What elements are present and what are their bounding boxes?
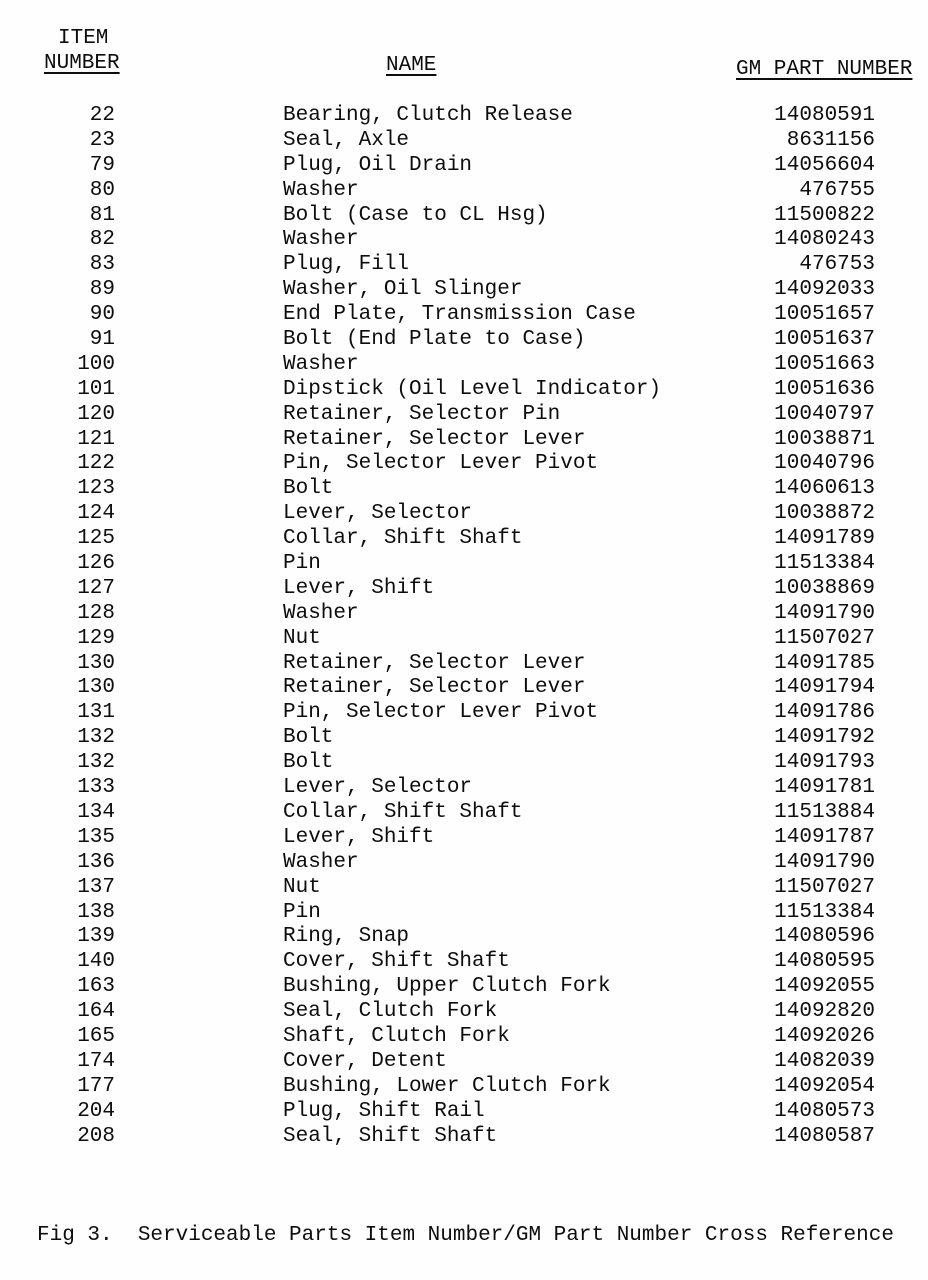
gm-part-number-cell: 14056604	[774, 153, 875, 177]
part-name-cell: Bolt (End Plate to Case)	[283, 328, 586, 352]
item-number-cell: 101	[77, 377, 115, 401]
gm-part-number-cell: 14080595	[774, 950, 875, 974]
item-number-cell: 174	[77, 1049, 115, 1073]
item-number-cell: 22	[89, 104, 115, 127]
item-number-cell: 139	[77, 925, 115, 949]
item-number-cell: 100	[77, 352, 115, 376]
gm-part-number-cell: 11513384	[774, 900, 875, 924]
item-number-cell: 80	[89, 178, 115, 202]
item-number-cell: 130	[77, 676, 115, 700]
item-number-cell: 137	[77, 875, 115, 899]
part-name-cell: Washer	[283, 178, 359, 202]
item-number-cell: 127	[77, 576, 115, 600]
gm-part-number-cell: 10040796	[774, 452, 875, 476]
table-row	[0, 1025, 928, 1050]
gm-part-number-cell: 14091781	[774, 776, 875, 800]
part-name-cell: Nut	[283, 626, 321, 650]
gm-part-number-cell: 10040797	[774, 402, 875, 426]
gm-part-number-cell: 10038871	[774, 427, 875, 451]
part-name-cell: Plug, Shift Rail	[283, 1099, 485, 1123]
item-number-cell: 129	[77, 626, 115, 650]
table-row	[0, 428, 928, 453]
gm-part-number-cell: 14092054	[774, 1074, 875, 1098]
part-name-cell: Nut	[283, 875, 321, 899]
table-row	[0, 477, 928, 502]
table-row	[0, 676, 928, 701]
item-number-cell: 126	[77, 552, 115, 576]
part-name-cell: Pin, Selector Lever Pivot	[283, 701, 599, 725]
part-name-cell: Collar, Shift Shaft	[283, 527, 523, 551]
table-row	[0, 627, 928, 652]
part-name-cell: Washer	[283, 228, 359, 252]
table-row	[0, 975, 928, 1000]
gm-part-number-cell: 476755	[799, 178, 875, 202]
gm-part-number-cell: 11513884	[774, 800, 875, 824]
item-number-cell: 79	[89, 153, 115, 177]
parts-table	[0, 104, 928, 1149]
gm-part-number-cell: 8631156	[786, 128, 875, 152]
item-number-cell: 132	[77, 751, 115, 775]
table-row	[0, 801, 928, 826]
part-name-cell: Bolt	[283, 751, 334, 775]
table-row	[0, 776, 928, 801]
table-row	[0, 228, 928, 253]
gm-part-number-cell: 14091790	[774, 601, 875, 625]
gm-part-number-cell: 10051663	[774, 352, 875, 376]
item-number-cell: 120	[77, 402, 115, 426]
part-name-cell: Lever, Shift	[283, 825, 435, 849]
gm-part-number-cell: 14092033	[774, 278, 875, 302]
part-name-cell: Plug, Oil Drain	[283, 153, 473, 177]
part-name-cell: Cover, Detent	[283, 1049, 447, 1073]
table-row	[0, 652, 928, 677]
table-row	[0, 278, 928, 303]
gm-part-number-cell: 10038872	[774, 502, 875, 526]
table-row	[0, 452, 928, 477]
part-name-cell: Lever, Shift	[283, 576, 435, 600]
gm-part-number-cell: 14080591	[774, 104, 875, 127]
gm-part-number-cell: 14091789	[774, 527, 875, 551]
gm-part-number-cell: 14080243	[774, 228, 875, 252]
item-number-cell: 123	[77, 477, 115, 501]
part-name-cell: Lever, Selector	[283, 502, 473, 526]
table-row	[0, 925, 928, 950]
table-row	[0, 303, 928, 328]
item-number-cell: 128	[77, 601, 115, 625]
gm-part-number-cell: 14082039	[774, 1049, 875, 1073]
table-row	[0, 502, 928, 527]
table-row	[0, 876, 928, 901]
part-name-cell: Pin, Selector Lever Pivot	[283, 452, 599, 476]
item-number-cell: 165	[77, 1024, 115, 1048]
item-number-cell: 131	[77, 701, 115, 725]
table-row	[0, 204, 928, 229]
part-name-cell: Retainer, Selector Pin	[283, 402, 561, 426]
part-name-cell: End Plate, Transmission Case	[283, 303, 636, 327]
gm-part-number-cell: 14092055	[774, 975, 875, 999]
gm-part-number-cell: 14091790	[774, 850, 875, 874]
gm-part-number-cell: 11507027	[774, 626, 875, 650]
item-number-cell: 140	[77, 950, 115, 974]
gm-part-number-cell: 14080573	[774, 1099, 875, 1123]
table-row	[0, 851, 928, 876]
gm-part-number-cell: 14091794	[774, 676, 875, 700]
table-row	[0, 253, 928, 278]
item-number-cell: 130	[77, 651, 115, 675]
table-row	[0, 751, 928, 776]
part-name-cell: Bolt (Case to CL Hsg)	[283, 203, 548, 227]
part-name-cell: Bearing, Clutch Release	[283, 104, 573, 127]
table-row	[0, 179, 928, 204]
part-name-cell: Collar, Shift Shaft	[283, 800, 523, 824]
part-name-cell: Cover, Shift Shaft	[283, 950, 510, 974]
gm-part-number-cell: 14091785	[774, 651, 875, 675]
table-row	[0, 1050, 928, 1075]
part-name-cell: Bolt	[283, 726, 334, 750]
table-row	[0, 577, 928, 602]
part-name-cell: Washer	[283, 850, 359, 874]
gm-part-number-cell: 14092820	[774, 1000, 875, 1024]
item-number-cell: 136	[77, 850, 115, 874]
column-header-item-number: NUMBER	[44, 52, 120, 75]
gm-part-number-cell: 14091787	[774, 825, 875, 849]
table-row	[0, 950, 928, 975]
part-name-cell: Washer	[283, 601, 359, 625]
table-row	[0, 1100, 928, 1125]
part-name-cell: Seal, Shift Shaft	[283, 1124, 498, 1148]
item-number-cell: 164	[77, 1000, 115, 1024]
part-name-cell: Bushing, Lower Clutch Fork	[283, 1074, 611, 1098]
column-header-item-line1: ITEM	[58, 27, 109, 50]
item-number-cell: 121	[77, 427, 115, 451]
table-row	[0, 552, 928, 577]
table-row	[0, 826, 928, 851]
item-number-cell: 23	[89, 128, 115, 152]
part-name-cell: Retainer, Selector Lever	[283, 676, 586, 700]
item-number-cell: 208	[77, 1124, 115, 1148]
part-name-cell: Plug, Fill	[283, 253, 410, 277]
gm-part-number-cell: 14091792	[774, 726, 875, 750]
item-number-cell: 83	[89, 253, 115, 277]
table-row	[0, 1125, 928, 1150]
gm-part-number-cell: 10051636	[774, 377, 875, 401]
item-number-cell: 138	[77, 900, 115, 924]
item-number-cell: 132	[77, 726, 115, 750]
part-name-cell: Seal, Axle	[283, 128, 410, 152]
table-row	[0, 1075, 928, 1100]
item-number-cell: 81	[89, 203, 115, 227]
table-row	[0, 527, 928, 552]
part-name-cell: Dipstick (Oil Level Indicator)	[283, 377, 662, 401]
column-header-gm-part-number: GM PART NUMBER	[736, 58, 913, 81]
table-row	[0, 701, 928, 726]
item-number-cell: 135	[77, 825, 115, 849]
part-name-cell: Washer, Oil Slinger	[283, 278, 523, 302]
table-row	[0, 901, 928, 926]
part-name-cell: Shaft, Clutch Fork	[283, 1024, 510, 1048]
part-name-cell: Seal, Clutch Fork	[283, 1000, 498, 1024]
part-name-cell: Pin	[283, 552, 321, 576]
gm-part-number-cell: 10051657	[774, 303, 875, 327]
gm-part-number-cell: 14091793	[774, 751, 875, 775]
table-row	[0, 154, 928, 179]
part-name-cell: Bushing, Upper Clutch Fork	[283, 975, 611, 999]
part-name-cell: Retainer, Selector Lever	[283, 651, 586, 675]
gm-part-number-cell: 11500822	[774, 203, 875, 227]
item-number-cell: 82	[89, 228, 115, 252]
item-number-cell: 177	[77, 1074, 115, 1098]
gm-part-number-cell: 14091786	[774, 701, 875, 725]
item-number-cell: 91	[89, 328, 115, 352]
item-number-cell: 133	[77, 776, 115, 800]
item-number-cell: 122	[77, 452, 115, 476]
column-header-name: NAME	[386, 54, 437, 77]
item-number-cell: 125	[77, 527, 115, 551]
table-row	[0, 403, 928, 428]
part-name-cell: Pin	[283, 900, 321, 924]
table-row	[0, 726, 928, 751]
part-name-cell: Retainer, Selector Lever	[283, 427, 586, 451]
gm-part-number-cell: 11507027	[774, 875, 875, 899]
table-row	[0, 602, 928, 627]
figure-caption: Fig 3. Serviceable Parts Item Number/GM Part Number Cross Reference	[37, 1224, 894, 1247]
item-number-cell: 124	[77, 502, 115, 526]
gm-part-number-cell: 14080596	[774, 925, 875, 949]
gm-part-number-cell: 14060613	[774, 477, 875, 501]
part-name-cell: Lever, Selector	[283, 776, 473, 800]
table-row	[0, 1000, 928, 1025]
part-name-cell: Bolt	[283, 477, 334, 501]
table-row	[0, 353, 928, 378]
table-row	[0, 378, 928, 403]
gm-part-number-cell: 10038869	[774, 576, 875, 600]
item-number-cell: 90	[89, 303, 115, 327]
part-name-cell: Ring, Snap	[283, 925, 410, 949]
table-row	[0, 328, 928, 353]
item-number-cell: 163	[77, 975, 115, 999]
gm-part-number-cell: 11513384	[774, 552, 875, 576]
gm-part-number-cell: 10051637	[774, 328, 875, 352]
gm-part-number-cell: 14092026	[774, 1024, 875, 1048]
gm-part-number-cell: 476753	[799, 253, 875, 277]
item-number-cell: 204	[77, 1099, 115, 1123]
table-row	[0, 129, 928, 154]
item-number-cell: 134	[77, 800, 115, 824]
item-number-cell: 89	[89, 278, 115, 302]
gm-part-number-cell: 14080587	[774, 1124, 875, 1148]
part-name-cell: Washer	[283, 352, 359, 376]
table-row	[0, 104, 928, 129]
